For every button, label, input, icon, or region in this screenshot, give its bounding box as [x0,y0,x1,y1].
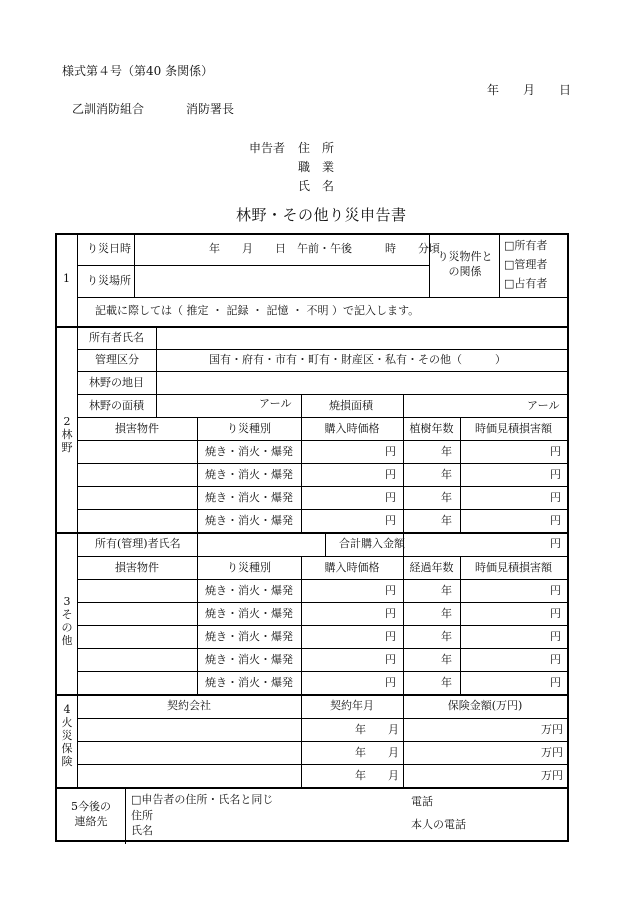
divider [460,556,461,694]
section5-label: 5今後の [71,800,111,813]
col-header-price: 購入時価格 [324,561,380,574]
divider [77,297,567,298]
price-unit: 円 [385,468,396,481]
relation-label: り災物件との関係 [437,250,493,278]
divider [77,579,567,580]
col-header-contract-date: 契約年月 [330,699,374,712]
total-price-label: 合計購入金額 [339,537,405,550]
incident-date-label: り災日時 [87,242,131,255]
divider [57,787,567,789]
divider [156,326,157,417]
damage-unit: 円 [550,607,561,620]
land-category-label: 林野の地目 [89,376,144,389]
years-unit: 年 [441,445,452,458]
divider [403,532,404,694]
damage-unit: 円 [550,584,561,597]
damage-type-options[interactable]: 焼き・消火・爆発 [205,445,293,458]
divider [77,671,567,672]
divider [77,764,567,765]
entry-note: 記載に際しては（ 推定 ・ 記録 ・ 記憶 ・ 不明 ）で記入します。 [95,304,420,317]
years-unit: 年 [441,676,452,689]
divider [77,463,567,464]
submission-date: 年 月 日 [487,83,572,97]
divider [77,371,567,372]
burned-area-label: 焼損面積 [329,399,373,412]
price-unit: 円 [385,491,396,504]
divider [77,486,567,487]
damage-unit: 円 [550,653,561,666]
damage-unit: 円 [550,514,561,527]
mgmt-class-label: 管理区分 [95,353,139,366]
damage-type-options[interactable]: 焼き・消火・爆発 [205,468,293,481]
damage-type-options[interactable]: 焼き・消火・爆発 [205,676,293,689]
years-unit: 年 [441,514,452,527]
contract-date: 年 月 [355,746,399,759]
addressee-title: 消防署長 [186,102,235,116]
name-label: 氏 名 [298,179,335,193]
forest-area-label: 林野の面積 [89,399,144,412]
divider [77,625,567,626]
damage-unit: 円 [550,676,561,689]
divider [77,349,567,350]
insured-amount-unit: 万円 [541,769,563,782]
damage-type-options[interactable]: 焼き・消火・爆発 [205,491,293,504]
price-unit: 円 [385,630,396,643]
price-unit: 円 [385,445,396,458]
years-unit: 年 [441,468,452,481]
col-header-damage: 時価見積損害額 [475,561,552,574]
years-unit: 年 [441,630,452,643]
section5-label-line2: 連絡先 [74,815,108,828]
divider [77,602,567,603]
price-unit: 円 [385,607,396,620]
owner-checkbox[interactable]: □所有者 [504,239,548,252]
owner-name-label: 所有者氏名 [89,331,144,344]
total-price-unit: 円 [550,537,561,550]
years-unit: 年 [441,491,452,504]
forest-area-unit: アール [259,397,292,410]
own-phone-label: 本人の電話 [411,818,466,831]
col-header-insured-amount: 保険金額(万円) [447,699,523,712]
col-header-years: 経過年数 [409,561,454,574]
damage-type-options[interactable]: 焼き・消火・爆発 [205,607,293,620]
damage-type-options[interactable]: 焼き・消火・爆発 [205,514,293,527]
contact-phone-label: 電話 [411,795,433,808]
divider [57,326,567,328]
damage-type-options[interactable]: 焼き・消火・爆発 [205,653,293,666]
col-header-company: 契約会社 [167,699,211,712]
address-label: 住 所 [298,141,335,155]
insured-amount-unit: 万円 [541,723,563,736]
contact-name-label: 氏名 [131,824,153,837]
section2-label: 2林野 [61,415,73,454]
section1-number: 1 [63,272,70,285]
damage-unit: 円 [550,491,561,504]
same-as-applicant-checkbox[interactable]: □申告者の住所・氏名と同じ [131,793,274,806]
damage-unit: 円 [550,445,561,458]
divider [301,394,302,532]
years-unit: 年 [441,607,452,620]
divider [325,532,326,556]
damage-type-options[interactable]: 焼き・消火・爆発 [205,584,293,597]
contact-address-label: 住所 [131,809,153,822]
divider [77,417,567,418]
divider [77,265,429,266]
addressee-org: 乙訓消防組合 [72,102,145,116]
price-unit: 円 [385,653,396,666]
divider [301,556,302,694]
section3-label: 3その他 [61,595,73,647]
col-header-item: 損害物件 [115,422,159,435]
incident-date-value[interactable]: 年 月 日 午前・午後 時 分頃 [209,242,440,255]
price-unit: 円 [385,514,396,527]
divider [77,648,567,649]
col-header-item: 損害物件 [115,561,159,574]
damage-unit: 円 [550,630,561,643]
years-unit: 年 [441,584,452,597]
divider [134,235,135,297]
divider [77,556,567,557]
damage-unit: 円 [550,468,561,481]
insured-amount-unit: 万円 [541,746,563,759]
col-header-type: り災種別 [227,422,271,435]
col-header-damage: 時価見積損害額 [475,422,552,435]
divider [57,694,567,696]
manager-checkbox[interactable]: □管理者 [504,258,548,271]
divider [57,532,567,534]
contract-date: 年 月 [355,769,399,782]
applicant-label: 申告者 [249,141,286,155]
contract-date: 年 月 [355,723,399,736]
form-number: 様式第４号（第40 条関係） [62,64,214,78]
divider [77,509,567,510]
occupation-label: 職 業 [298,160,335,174]
occupant-checkbox[interactable]: □占有者 [504,277,548,290]
price-unit: 円 [385,584,396,597]
report-form [55,233,569,842]
divider [77,440,567,441]
burned-area-unit: アール [527,399,560,412]
price-unit: 円 [385,676,396,689]
divider [77,741,567,742]
col-header-price: 購入時価格 [324,422,380,435]
divider [125,787,126,844]
divider [499,235,500,297]
incident-place-label: り災場所 [87,274,131,287]
mgmt-class-options[interactable]: 国有・府有・市有・町有・財産区・私有・その他（ ） [209,353,506,366]
page-title: 林野・その他り災申告書 [236,206,407,224]
divider [403,394,404,532]
years-unit: 年 [441,653,452,666]
damage-type-options[interactable]: 焼き・消火・爆発 [205,630,293,643]
col-header-type: り災種別 [227,561,271,574]
divider [77,394,567,395]
owner-manager-name-label: 所有(管理)者氏名 [95,537,181,550]
col-header-years: 植樹年数 [409,422,454,435]
section4-label: 4火災保険 [61,703,73,768]
divider [77,718,567,719]
